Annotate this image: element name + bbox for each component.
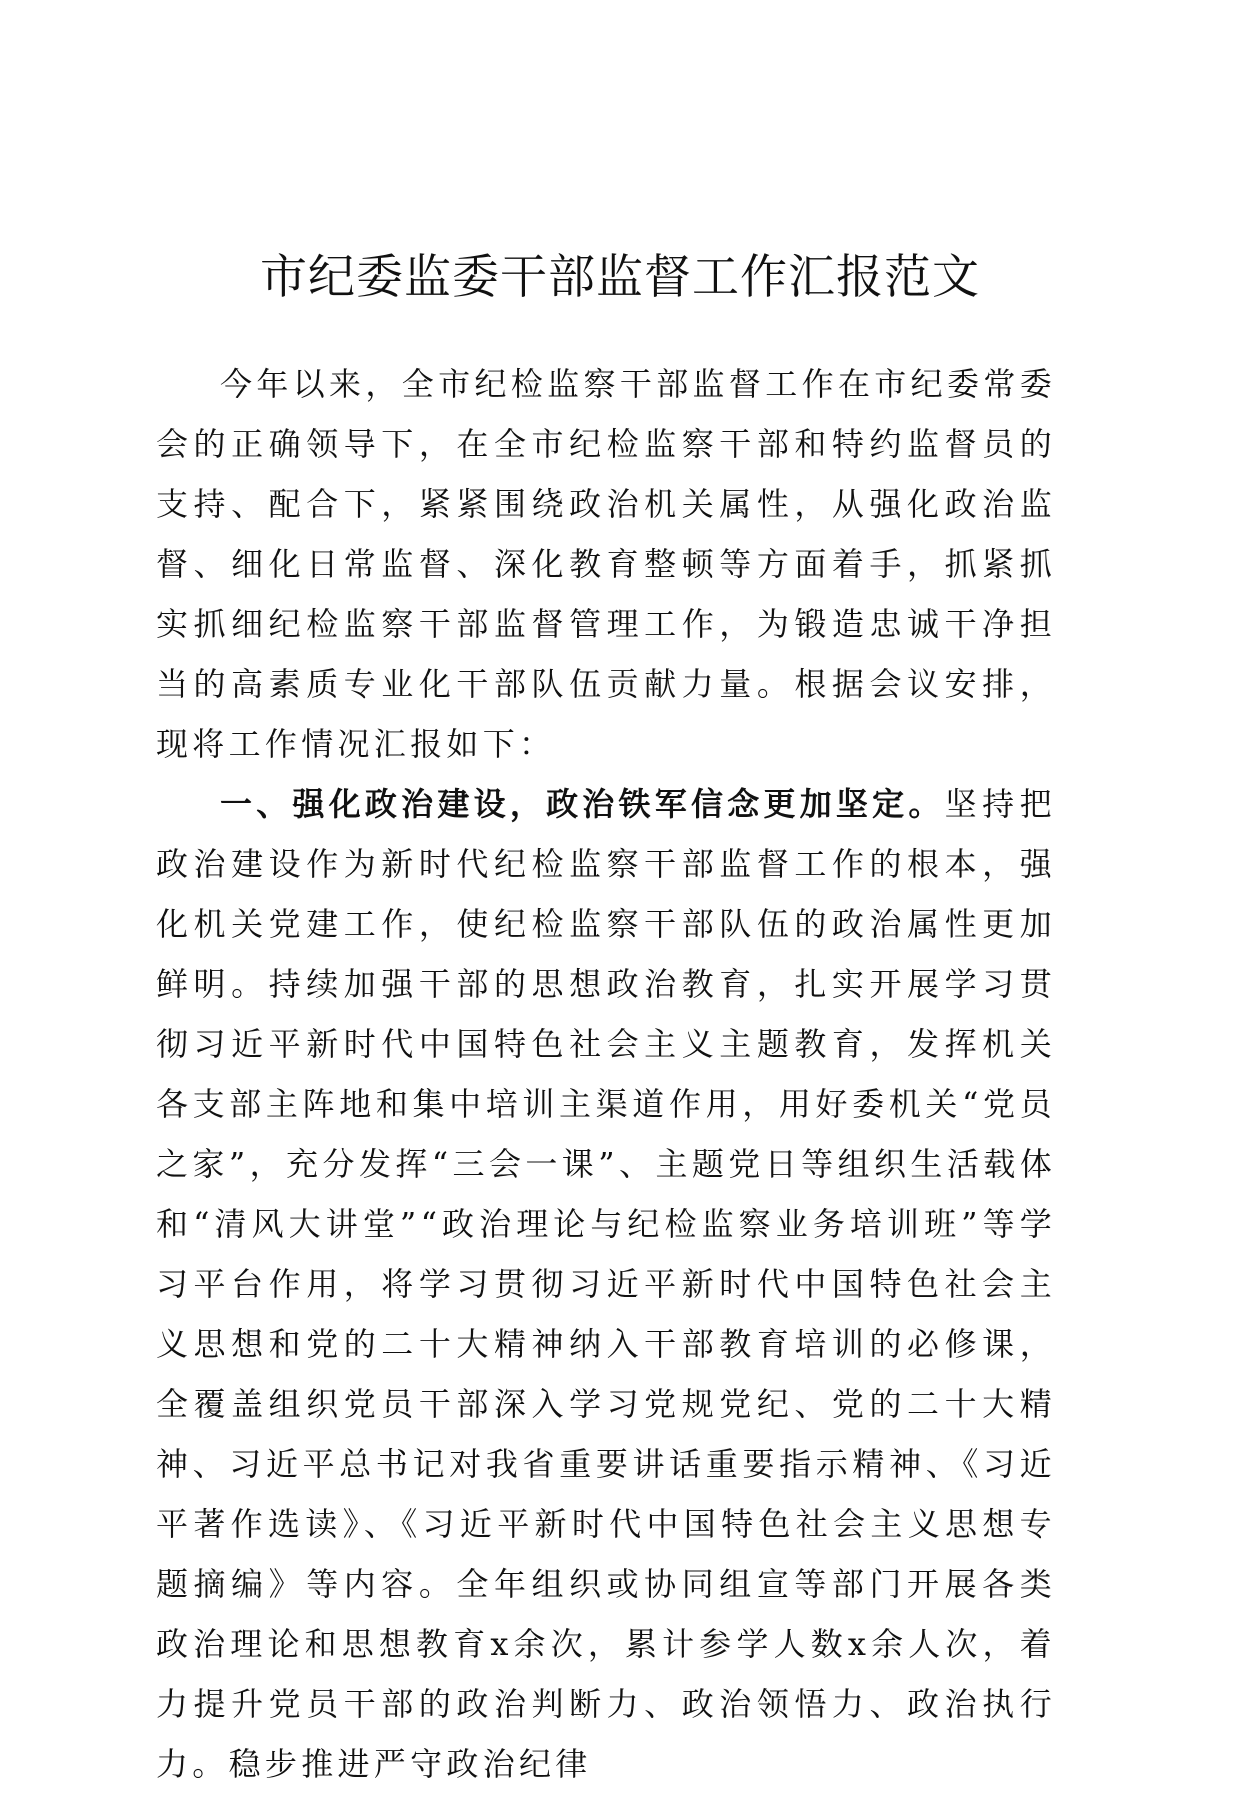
section-1-heading: 一、强化政治建设，政治铁军信念更加坚定。 — [220, 785, 945, 823]
paragraph-intro — [156, 354, 1056, 774]
paragraph-intro-text: 今年以来，全市纪检监察干部监督工作在市纪委常委会的正确领导下，在全市纪检监察干部和特约监督员的支持、配合下，紧紧围绕政治机关属性，从强化政治监督、细化日常监督、深化教育整顿等方面着手，抓紧抓实抓细纪检监察干部监督管理工作，为锻造忠诚干净担当的高素质专业化干部队伍贡献力量。根据会议安排，现将工作情况汇报如下： — [156, 365, 1056, 763]
section-1-text: 坚持把政治建设作为新时代纪检监察干部监督工作的根本，强化机关党建工作，使纪检监察干部队伍的政治属性更加鲜明。持续加强干部的思想政治教育，扎实开展学习贯彻习近平新时代中国特色社会主义主题教育，发挥机关各支部主阵地和集中培训主渠道作用，用好委机关“党员之家”，充分发挥“三会一课”、主题党日等组织生活载体和“清风大讲堂”“政治理论与纪检监察业务培训班”等学习平台作用，将学习贯彻习近平新时代中国特色社会主义思想和党的二十大精神纳入干部教育培训的必修课，全覆盖组织党员干部深入学习党规党纪、党的二十大精神、习近平总书记对我省重要讲话重要指示精神、《习近平著作选读》、《习近平新时代中国特色社会主义思想专题摘编》等内容。全年组织或协同组宣等部门开展各类政治理论和思想教育x余次，累计参学人数x余人次，着力提升党员干部的政治判断力、政治领悟力、政治执行力。稳步推进严守政治纪律 — [156, 785, 1056, 1783]
paragraph-section-1 — [156, 774, 1056, 1794]
document-title: 市纪委监委干部监督工作汇报范文 — [260, 250, 980, 305]
document-body — [156, 354, 1056, 1794]
